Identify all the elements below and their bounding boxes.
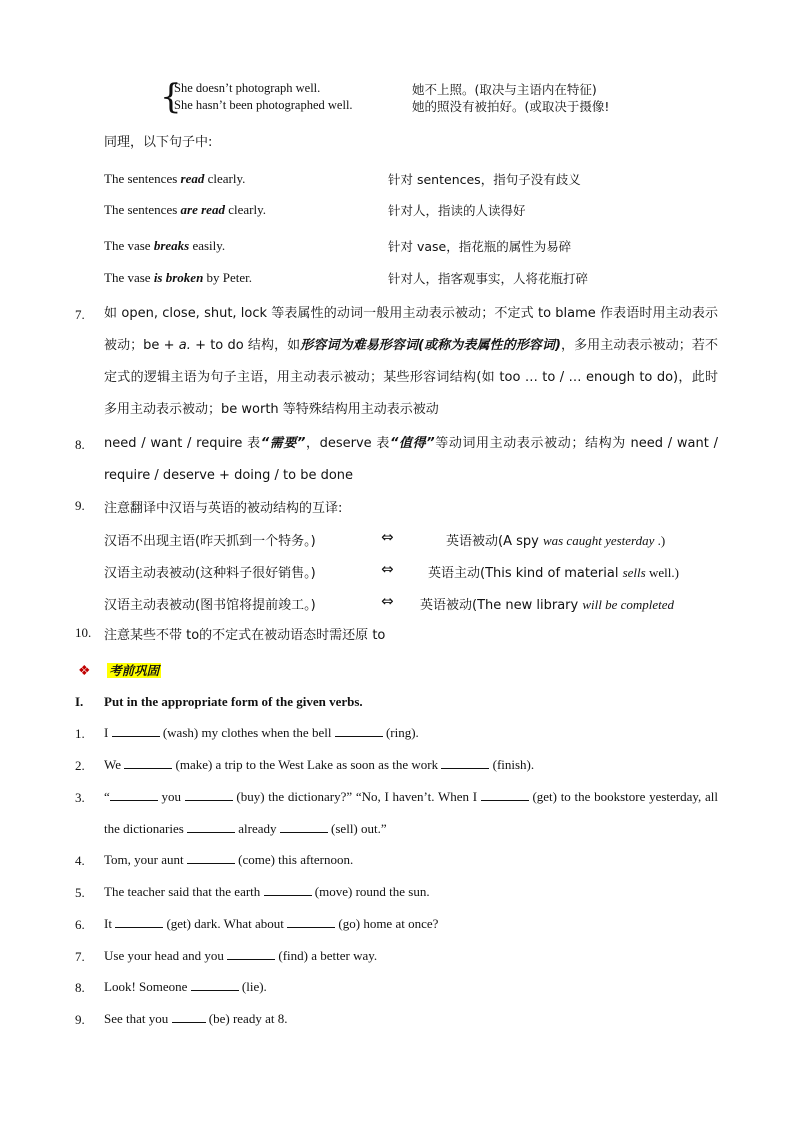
exercise-text: you: [157, 789, 185, 804]
exercise-text: (make) a trip to the West Lake as soon as the work: [172, 757, 442, 772]
exercise-text: Use your head and you: [104, 948, 228, 963]
answer-blank[interactable]: [280, 820, 328, 833]
exercise-roman: I.: [75, 694, 84, 709]
exercise-text: (buy) the dictionary?” “No, I haven’t. When I: [232, 789, 481, 804]
rule-8-bold-a: “需要”: [260, 436, 306, 451]
translation-en-italic: will be completed: [582, 597, 675, 612]
answer-blank[interactable]: [185, 788, 233, 801]
rule-8-part-b: ，deserve 表: [305, 436, 390, 451]
answer-blank[interactable]: [481, 788, 529, 801]
exercise-number: 7.: [75, 949, 85, 964]
double-arrow-icon: ⇔: [381, 592, 394, 610]
exercise-text: I: [104, 725, 112, 740]
rule-7-part-c: ，多用主动表示被动；若不定式的逻辑主语为句子主语，用主动表示被动；某些形容词结构(如 too … to / … enough to do)，此时多用主动表示被动；be worth 等特殊结构用主动表示被动: [104, 338, 718, 417]
similar-intro: 同理，以下句子中:: [104, 135, 213, 150]
example-explanation: 针对 vase，指花瓶的属性为易碎: [388, 239, 572, 254]
answer-blank[interactable]: [287, 915, 335, 928]
rule-number: 7.: [75, 307, 85, 322]
rule-number: 9.: [75, 498, 85, 513]
exercise-number: 5.: [75, 885, 85, 900]
exercise-item: [104, 908, 718, 940]
brace-symbol: {: [160, 77, 182, 117]
rule-7-part-a: 如 open, close, shut, lock 等表属性的动词一般用主动表示被动；不定式 to blame 作表语时用主动表示被动；be +: [104, 306, 718, 353]
exercise-text: (go) home at once?: [335, 916, 439, 931]
pair-line2-en: She hasn’t been photographed well.: [174, 98, 353, 112]
exercise-text: (find) a better way.: [275, 948, 378, 963]
example-explanation: 针对人，指读的人读得好: [388, 203, 526, 218]
example-verb: are read: [180, 202, 225, 217]
example-post: by Peter.: [203, 270, 253, 285]
exercise-text: (wash) my clothes when the bell: [159, 725, 335, 740]
answer-blank[interactable]: [187, 820, 235, 833]
example-explanation: 针对 sentences，指句子没有歧义: [388, 172, 581, 187]
exercise-number: 3.: [75, 790, 85, 805]
example-verb: breaks: [153, 238, 190, 253]
exercise-text: (finish).: [489, 757, 535, 772]
exercise-heading: Put in the appropriate form of the given verbs.: [104, 694, 363, 709]
translation-chinese: 汉语主动表被动(图书馆将提前竣工。): [104, 598, 316, 613]
example-sentence: [104, 202, 266, 218]
exercise-text: Look! Someone: [104, 979, 191, 994]
pair-line2-cn: 她的照没有被拍好。(或取决于摄像!: [412, 99, 610, 114]
exercise-item: [104, 717, 718, 749]
translation-en-pre: 英语被动(The new library: [420, 598, 583, 613]
exercise-item: [104, 876, 718, 908]
rule-8-bold-b: “值得”: [390, 436, 435, 451]
answer-blank[interactable]: [441, 756, 489, 769]
exercise-text: See that you: [104, 1011, 172, 1026]
exercise-number: 2.: [75, 758, 85, 773]
rule-number: 8.: [75, 437, 85, 452]
exercise-item: [104, 1003, 718, 1035]
diamond-bullet-icon: ❖: [78, 664, 91, 679]
translation-en-pre: 英语主动(This kind of material: [428, 566, 623, 581]
answer-blank[interactable]: [115, 915, 163, 928]
exercise-text: Tom, your aunt: [104, 852, 187, 867]
exercise-text: already: [235, 821, 280, 836]
double-arrow-icon: ⇔: [381, 560, 394, 578]
rule-10-text: 注意某些不带 to的不定式在被动语态时需还原 to: [104, 628, 386, 643]
translation-english: [428, 562, 679, 581]
translation-chinese: 汉语主动表被动(这种料子很好销售。): [104, 566, 316, 581]
answer-blank[interactable]: [264, 883, 312, 896]
rule-7-part-b: + to do 结构，如: [190, 338, 301, 353]
exercise-text: (get) to the bookstore yesterday, all the dictionaries: [104, 789, 718, 836]
rule-number: 10.: [75, 625, 92, 640]
exercise-text: (ring).: [382, 725, 419, 740]
answer-blank[interactable]: [335, 724, 383, 737]
translation-en-post: well.): [645, 565, 679, 580]
example-pre: The sentences: [104, 171, 181, 186]
exercise-number: 9.: [75, 1012, 85, 1027]
example-sentence: [104, 171, 245, 187]
example-verb: is broken: [153, 270, 204, 285]
exercise-text: (move) round the sun.: [311, 884, 430, 899]
example-sentence: [104, 270, 252, 286]
translation-en-italic: sells: [622, 565, 646, 580]
translation-english: [446, 530, 665, 549]
exercise-item: [104, 971, 718, 1003]
rule-7-italic: a.: [178, 338, 191, 353]
double-arrow-icon: ⇔: [381, 528, 394, 546]
exercise-text: (sell) out.”: [327, 821, 387, 836]
translation-chinese: 汉语不出现主语(昨天抓到一个特务。): [104, 534, 316, 549]
exercise-item: [104, 940, 718, 972]
exercise-item: [104, 844, 718, 876]
example-post: easily.: [189, 238, 226, 253]
example-verb: read: [180, 171, 205, 186]
exercise-item: [104, 749, 718, 781]
answer-blank[interactable]: [172, 1010, 206, 1023]
rule-8-part-c: 等动词用主动表示被动；结构为 need / want / require / deserve + doing / to be done: [104, 436, 718, 483]
example-pre: The vase: [104, 238, 154, 253]
example-post: clearly.: [224, 202, 266, 217]
answer-blank[interactable]: [187, 851, 235, 864]
example-pre: The sentences: [104, 202, 181, 217]
exercise-text: We: [104, 757, 125, 772]
exercise-number: 4.: [75, 853, 85, 868]
exercise-text: (come) this afternoon.: [234, 852, 354, 867]
exercise-text: The teacher said that the earth: [104, 884, 264, 899]
answer-blank[interactable]: [191, 978, 239, 991]
exercise-item: [104, 781, 718, 845]
exercise-text: (be) ready at 8.: [205, 1011, 288, 1026]
answer-blank[interactable]: [112, 724, 160, 737]
example-pre: The vase: [104, 270, 154, 285]
exercise-text: It: [104, 916, 116, 931]
translation-en-italic: was caught yesterday: [542, 533, 655, 548]
example-explanation: 针对人，指客观事实，人将花瓶打碎: [388, 271, 589, 286]
pair-line1-en: She doesn’t photograph well.: [174, 81, 321, 95]
section-header: [78, 661, 161, 680]
rule-7-bold: 形容词为难易形容词(或称为表属性的形容词): [300, 338, 561, 353]
exercise-number: 1.: [75, 726, 85, 741]
exercise-text: “: [104, 789, 110, 804]
rule-9-text: 注意翻译中汉语与英语的被动结构的互译:: [104, 501, 343, 516]
exercise-text: (get) dark. What about: [163, 916, 288, 931]
section-title: 考前巩固: [109, 663, 160, 678]
answer-blank[interactable]: [124, 756, 172, 769]
translation-english: [420, 594, 674, 613]
exercise-number: 8.: [75, 980, 85, 995]
rule-8-text: [104, 428, 718, 492]
example-sentence: [104, 238, 225, 254]
exercise-number: 6.: [75, 917, 85, 932]
example-post: clearly.: [204, 171, 246, 186]
answer-blank[interactable]: [110, 788, 158, 801]
pair-line1-cn: 她不上照。(取决与主语内在特征): [412, 82, 597, 97]
exercise-text: (lie).: [238, 979, 267, 994]
rule-7-text: [104, 298, 718, 426]
rule-8-part-a: need / want / require 表: [104, 436, 261, 451]
answer-blank[interactable]: [227, 947, 275, 960]
translation-en-post: .): [654, 533, 666, 548]
translation-en-pre: 英语被动(A spy: [446, 534, 543, 549]
